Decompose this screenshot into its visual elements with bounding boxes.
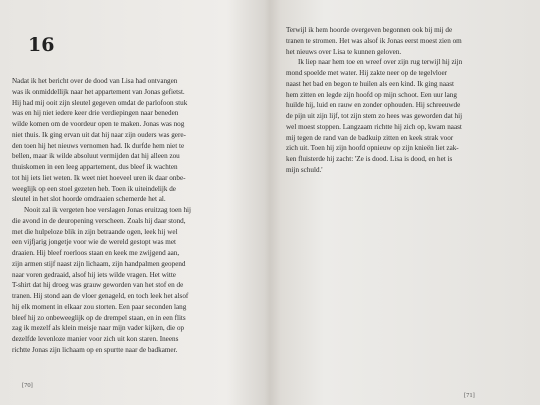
text-line: richtte Jonas zijn lichaam op en spurtte naar de badkamer. <box>12 345 178 354</box>
text-line: den toen hij het nieuws vernomen had. Ik durfde hem niet te <box>12 141 185 150</box>
text-line: weeglijk op een stoel gezeten heb. Toen ik uiteindelijk de <box>12 184 176 193</box>
page-number-left: [70] <box>22 382 33 389</box>
text-line: sleutel in het slot hoorde omdraaien schemerde het al. <box>12 195 166 204</box>
paragraph <box>286 25 524 57</box>
text-line: dezelfde levenloze manier voor zich uit kon staren. Ineens <box>12 335 179 343</box>
text-line: het nieuws over Lisa te kunnen geloven. <box>286 47 402 56</box>
text-line: zijn armen stijf naast zijn lichaam, zijn handpalmen geopend <box>12 259 186 268</box>
paragraph <box>12 205 262 356</box>
left-page-text <box>12 76 262 356</box>
text-line: bleef hij zo onbeweeglijk op de drempel staan, en in een flits <box>12 313 186 322</box>
paragraph <box>12 76 262 205</box>
text-line: tranen te stromen. Het was alsof ik Jonas eerst moest zien om <box>286 36 462 45</box>
text-line: zich uit. Toen hij zijn hoofd opnieuw op zijn knieën liet zak- <box>286 144 459 153</box>
right-page <box>272 0 540 405</box>
text-line: hem zitten en legde zijn hoofd op mijn schoot. Een uur lang <box>286 90 457 99</box>
text-line: ken fluisterde hij zacht: 'Ze is dood. Lisa is dood, en het is <box>286 155 453 163</box>
page-number-right: [71] <box>464 392 475 399</box>
text-line: naast het bad en begon te huilen als een kind. Ik ging naast <box>286 79 454 88</box>
text-line: die avond in de deuropening verscheen. Zoals hij daar stond, <box>12 216 186 225</box>
paragraph <box>286 57 524 175</box>
text-line: een vijfjarig jongetje voor wie de wereld gestopt was met <box>12 238 176 247</box>
chapter-number: 16 <box>28 34 55 56</box>
text-line: was en hij niet iedere keer drie verdiepingen naar beneden <box>12 109 179 118</box>
text-line: tranen. Hij stond aan de vloer genageld, en toch leek het alsof <box>12 292 189 300</box>
text-line: Nadat ik het bericht over de dood van Lisa had ontvangen <box>12 77 178 85</box>
text-line: mijn schuld.' <box>286 165 323 174</box>
text-line: niet thuis. Ik ging ervan uit dat hij naar zijn ouders was gere- <box>12 130 186 139</box>
left-page <box>0 0 268 405</box>
text-line: bellen, maar ik wilde absoluut vermijden dat hij alleen zou <box>12 152 180 161</box>
text-line: was ik onmiddellijk naar het appartement van Jonas gefietst. <box>12 87 185 96</box>
text-line: Hij had mij ooit zijn sleutel gegeven omdat de parlofoon stuk <box>12 98 188 107</box>
text-line: zag ik mezelf als klein meisje naar mijn vader kijken, die op <box>12 324 185 333</box>
text-line: Terwijl ik hem hoorde overgeven begonnen ook bij mij de <box>286 26 453 34</box>
text-line: draaien. Hij bleef roerloos staan en keek me zwijgend aan, <box>12 249 180 257</box>
text-line: wilde komen om de voordeur open te maken. Jonas was nog <box>12 120 185 128</box>
text-line: mond spoelde met water. Hij zakte neer op de tegelvloer <box>286 69 448 77</box>
text-line: wel moest stoppen. Langzaam richtte hij zich op, kwam naast <box>286 122 462 131</box>
text-line: met die hulpeloze blik in zijn betraande ogen, leek hij wel <box>12 227 178 236</box>
right-page-text <box>286 25 524 176</box>
text-line: Ik liep naar hem toe en wreef over zijn rug terwijl hij zijn <box>298 58 463 67</box>
text-line: hij elk moment in elkaar zou storten. Een paar seconden lang <box>12 302 187 311</box>
text-line: huilde hij, luid en rauw en zonder ophouden. Hij schreeuwde <box>286 101 461 110</box>
text-line: mij tegen de rand van de badkuip zitten en keek strak voor <box>286 133 454 142</box>
text-line: Nooit zal ik vergeten hoe verslagen Jonas eruitzag toen hij <box>24 206 192 214</box>
text-line: de pijn uit zijn lijf, tot zijn stem zo hees was geworden dat hij <box>286 112 463 120</box>
text-line: tot hij iets liet weten. Ik weet niet hoeveel uren ik daar onbe- <box>12 173 186 182</box>
text-line: thuiskomen in een leeg appartement, dus bleef ik wachten <box>12 163 178 171</box>
text-line: naar voren gedraaid, alsof hij iets wilde vragen. Het witte <box>12 270 176 279</box>
text-line: T-shirt dat hij droeg was grauw geworden van het stof en de <box>12 281 184 290</box>
